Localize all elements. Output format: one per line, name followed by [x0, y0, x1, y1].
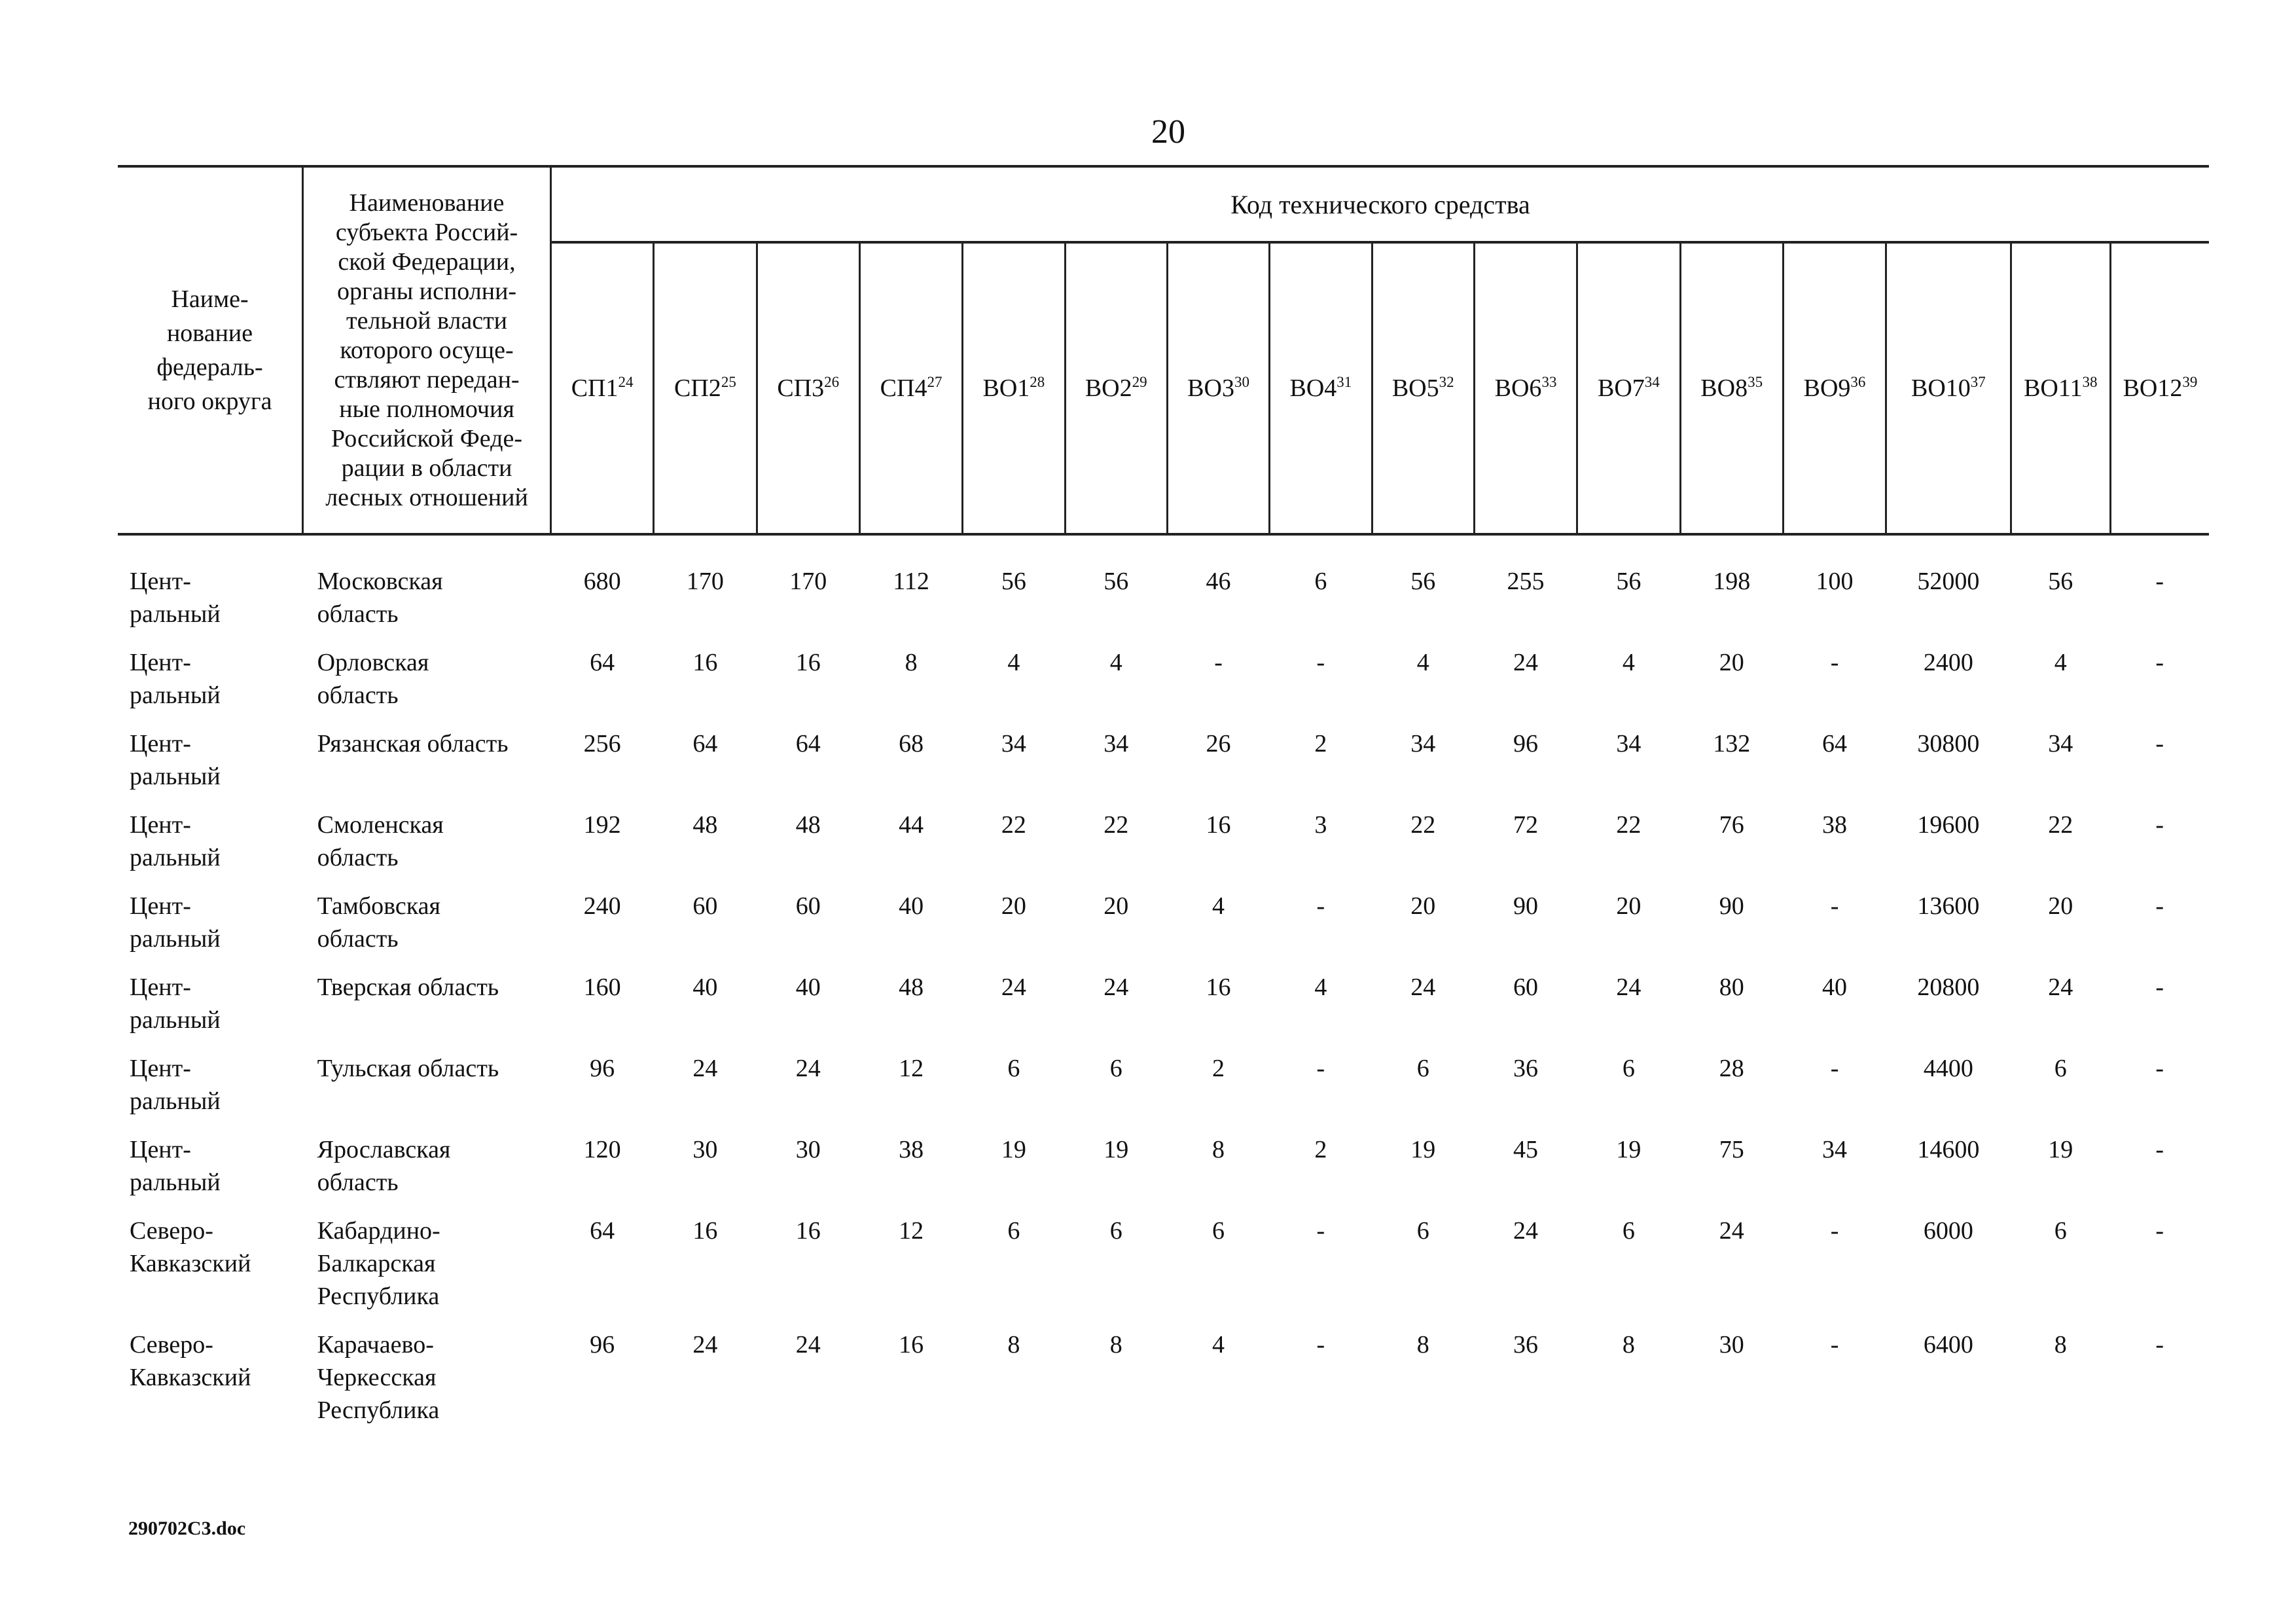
value-cell: 14600 [1917, 1136, 1980, 1163]
value-cell: - [1316, 1217, 1325, 1245]
district-cell: Северо- Кавказский [130, 1217, 251, 1277]
value-cell: 26 [1206, 730, 1231, 757]
value-cell: 20800 [1917, 974, 1980, 1001]
value-cell: 6 [1314, 568, 1327, 595]
value-cell: 30 [1719, 1331, 1744, 1359]
code-header-во2 [1065, 242, 1167, 534]
value-cell: 90 [1719, 892, 1744, 920]
code-footnote: 28 [1030, 374, 1045, 390]
code-label: ВО3 [1187, 374, 1234, 402]
value-cell: 48 [899, 974, 924, 1001]
value-cell: 16 [1206, 974, 1231, 1001]
value-cell: 40 [899, 892, 924, 920]
value-cell: 48 [795, 811, 821, 839]
code-label: СП4 [880, 374, 927, 402]
value-cell: 24 [1103, 974, 1129, 1001]
value-cell: 56 [2048, 568, 2073, 595]
value-cell: 48 [692, 811, 718, 839]
value-cell: 8 [1109, 1331, 1122, 1359]
value-cell: 34 [1410, 730, 1436, 757]
value-cell: 40 [692, 974, 718, 1001]
subject-cell: Тульская область [317, 1055, 499, 1082]
district-cell: Цент- ральный [130, 811, 221, 871]
code-footnote: 37 [1970, 374, 1986, 390]
code-header-во9 [1783, 242, 1886, 534]
code-header-сп4 [859, 242, 962, 534]
value-cell: 12 [899, 1217, 924, 1245]
district-column-header: Наиме- нование федераль- ного округа [118, 166, 303, 534]
code-header-во10 [1886, 242, 2011, 534]
value-cell: 68 [899, 730, 924, 757]
value-cell: 6 [1007, 1217, 1020, 1245]
value-cell: 60 [1513, 974, 1539, 1001]
subject-cell: Ярославская область [317, 1136, 451, 1196]
value-cell: 24 [1719, 1217, 1744, 1245]
value-cell: 64 [795, 730, 821, 757]
table-row [118, 808, 2209, 889]
value-cell: - [2155, 974, 2164, 1001]
value-cell: 198 [1713, 568, 1751, 595]
value-cell: 8 [1622, 1331, 1635, 1359]
value-cell: 170 [789, 568, 827, 595]
value-cell: 680 [583, 568, 621, 595]
value-cell: - [1830, 1331, 1839, 1359]
code-footnote: 38 [2082, 374, 2098, 390]
subject-cell: Карачаево- Черкесская Республика [317, 1331, 440, 1424]
code-footnote: 29 [1132, 374, 1147, 390]
value-cell: 4 [1314, 974, 1327, 1001]
document-filename: 290702С3.doc [128, 1518, 246, 1539]
value-cell: 30 [795, 1136, 821, 1163]
value-cell: 6 [1622, 1055, 1635, 1082]
value-cell: 72 [1513, 811, 1539, 839]
table-body [118, 534, 2209, 1442]
code-footnote: 24 [618, 374, 634, 390]
value-cell: 6 [1007, 1055, 1020, 1082]
code-label: ВО8 [1700, 374, 1748, 402]
value-cell: 40 [795, 974, 821, 1001]
value-cell: 24 [795, 1055, 821, 1082]
subject-cell: Смоленская область [317, 811, 444, 871]
value-cell: 52000 [1917, 568, 1980, 595]
value-cell: - [1316, 1055, 1325, 1082]
value-cell: 64 [1822, 730, 1848, 757]
value-cell: 3 [1314, 811, 1327, 839]
subject-cell: Рязанская область [317, 730, 509, 757]
table-row [118, 970, 2209, 1051]
value-cell: 4 [1109, 649, 1122, 676]
value-cell: 19600 [1917, 811, 1980, 839]
value-cell: - [2155, 1055, 2164, 1082]
value-cell: 19 [1103, 1136, 1129, 1163]
value-cell: 4 [1416, 649, 1429, 676]
value-cell: 34 [1103, 730, 1129, 757]
code-footnote: 36 [1850, 374, 1866, 390]
district-cell: Цент- ральный [130, 1055, 221, 1115]
code-label: ВО12 [2123, 374, 2183, 402]
value-cell: 2 [1314, 1136, 1327, 1163]
value-cell: - [2155, 1217, 2164, 1245]
value-cell: 22 [2048, 811, 2073, 839]
value-cell: 6 [1109, 1217, 1122, 1245]
value-cell: - [2155, 1136, 2164, 1163]
value-cell: 24 [1616, 974, 1641, 1001]
value-cell: 255 [1507, 568, 1545, 595]
code-group-header: Код технического средства [550, 166, 2209, 242]
value-cell: 12 [899, 1055, 924, 1082]
code-label: ВО5 [1391, 374, 1439, 402]
value-cell: 20 [1616, 892, 1641, 920]
value-cell: 4 [1622, 649, 1635, 676]
value-cell: 6000 [1923, 1217, 1973, 1245]
value-cell: 16 [1206, 811, 1231, 839]
table-header [118, 166, 2209, 534]
table-row [118, 1051, 2209, 1133]
value-cell: 34 [1616, 730, 1641, 757]
value-cell: - [1830, 649, 1839, 676]
value-cell: 38 [1822, 811, 1848, 839]
value-cell: 19 [1001, 1136, 1026, 1163]
subject-cell: Московская область [317, 568, 443, 628]
value-cell: 56 [1616, 568, 1641, 595]
value-cell: 20 [1001, 892, 1026, 920]
value-cell: 13600 [1917, 892, 1980, 920]
value-cell: 22 [1616, 811, 1641, 839]
value-cell: 4400 [1923, 1055, 1973, 1082]
page-number: 20 [1151, 113, 1185, 151]
value-cell: 100 [1816, 568, 1854, 595]
value-cell: 24 [2048, 974, 2073, 1001]
code-label: ВО10 [1910, 374, 1971, 402]
value-cell: - [1316, 649, 1325, 676]
value-cell: 8 [905, 649, 918, 676]
value-cell: 30 [692, 1136, 718, 1163]
district-cell: Цент- ральный [130, 974, 221, 1034]
subject-cell: Орловская область [317, 649, 429, 709]
district-cell: Северо- Кавказский [130, 1331, 251, 1391]
table-row [118, 1133, 2209, 1214]
code-header-во12 [2110, 242, 2209, 534]
code-footnote: 32 [1439, 374, 1454, 390]
table-row [118, 1214, 2209, 1328]
code-header-во7 [1577, 242, 1680, 534]
value-cell: 24 [1513, 1217, 1539, 1245]
value-cell: 6 [1622, 1217, 1635, 1245]
value-cell: - [1830, 1055, 1839, 1082]
district-cell: Цент- ральный [130, 649, 221, 709]
code-label: СП2 [674, 374, 721, 402]
value-cell: 45 [1513, 1136, 1539, 1163]
value-cell: - [2155, 811, 2164, 839]
value-cell: 56 [1103, 568, 1129, 595]
value-cell: 6 [1416, 1055, 1429, 1082]
value-cell: 20 [1103, 892, 1129, 920]
value-cell: 6 [1109, 1055, 1122, 1082]
value-cell: 90 [1513, 892, 1539, 920]
value-cell: 80 [1719, 974, 1744, 1001]
code-label: ВО11 [2024, 374, 2083, 402]
value-cell: 64 [590, 1217, 615, 1245]
value-cell: 20 [1410, 892, 1436, 920]
value-cell: 34 [1001, 730, 1026, 757]
district-cell: Цент- ральный [130, 892, 221, 953]
code-header-сп1 [550, 242, 653, 534]
value-cell: - [2155, 1331, 2164, 1359]
table-row [118, 727, 2209, 808]
value-cell: 4 [2054, 649, 2067, 676]
value-cell: 75 [1719, 1136, 1744, 1163]
value-cell: 22 [1410, 811, 1436, 839]
value-cell: 6 [2054, 1055, 2067, 1082]
value-cell: 24 [795, 1331, 821, 1359]
value-cell: 8 [1007, 1331, 1020, 1359]
value-cell: 160 [583, 974, 621, 1001]
value-cell: 132 [1713, 730, 1751, 757]
subject-column-header: Наименование субъекта Россий- ской Федерации, органы исполни- тельной власти которого осуще- ствляют передан- ные полномочия Российской Феде- рации в области лесных отношений [303, 166, 551, 534]
code-label: СП3 [777, 374, 825, 402]
code-label: СП1 [571, 374, 619, 402]
code-header-во4 [1270, 242, 1372, 534]
value-cell: 4 [1212, 892, 1225, 920]
district-cell: Цент- ральный [130, 730, 221, 790]
district-cell: Цент- ральный [130, 1136, 221, 1196]
district-cell: Цент- ральный [130, 568, 221, 628]
code-label: ВО2 [1085, 374, 1132, 402]
value-cell: 64 [590, 649, 615, 676]
value-cell: 30800 [1917, 730, 1980, 757]
code-footnote: 25 [721, 374, 736, 390]
subject-cell: Тверская область [317, 974, 499, 1001]
value-cell: 24 [692, 1331, 718, 1359]
code-header-во5 [1372, 242, 1474, 534]
value-cell: 60 [692, 892, 718, 920]
code-footnote: 30 [1234, 374, 1249, 390]
table-row [118, 646, 2209, 727]
value-cell: 16 [899, 1331, 924, 1359]
value-cell: 44 [899, 811, 924, 839]
value-cell: 22 [1001, 811, 1026, 839]
value-cell: 256 [583, 730, 621, 757]
table-row [118, 889, 2209, 970]
value-cell: 34 [2048, 730, 2073, 757]
value-cell: - [1316, 1331, 1325, 1359]
code-header-во6 [1474, 242, 1577, 534]
value-cell: 2 [1314, 730, 1327, 757]
value-cell: 19 [2048, 1136, 2073, 1163]
value-cell: 96 [590, 1331, 615, 1359]
code-footnote: 33 [1541, 374, 1557, 390]
code-header-во8 [1680, 242, 1783, 534]
value-cell: 2 [1212, 1055, 1225, 1082]
value-cell: 4 [1212, 1331, 1225, 1359]
table-row [118, 1328, 2209, 1442]
value-cell: 19 [1616, 1136, 1641, 1163]
value-cell: 240 [583, 892, 621, 920]
subject-cell: Тамбовская область [317, 892, 440, 953]
value-cell: 56 [1410, 568, 1436, 595]
code-header-во1 [963, 242, 1065, 534]
value-cell: 60 [795, 892, 821, 920]
value-cell: - [2155, 568, 2164, 595]
value-cell: 16 [795, 1217, 821, 1245]
value-cell: 38 [899, 1136, 924, 1163]
value-cell: 20 [2048, 892, 2073, 920]
code-label: ВО1 [982, 374, 1030, 402]
value-cell: 6 [2054, 1217, 2067, 1245]
value-cell: 8 [1212, 1136, 1225, 1163]
value-cell: 8 [1416, 1331, 1429, 1359]
header-spacer [118, 534, 2209, 564]
value-cell: 24 [692, 1055, 718, 1082]
value-cell: 4 [1007, 649, 1020, 676]
value-cell: 6 [1416, 1217, 1429, 1245]
value-cell: 192 [583, 811, 621, 839]
code-footnote: 26 [824, 374, 840, 390]
value-cell: 20 [1719, 649, 1744, 676]
code-label: ВО6 [1494, 374, 1542, 402]
value-cell: 24 [1513, 649, 1539, 676]
code-label: ВО4 [1289, 374, 1337, 402]
value-cell: 96 [1513, 730, 1539, 757]
code-footnote: 35 [1748, 374, 1763, 390]
value-cell: 46 [1206, 568, 1231, 595]
value-cell: 24 [1410, 974, 1436, 1001]
value-cell: 22 [1103, 811, 1129, 839]
value-cell: 8 [2054, 1331, 2067, 1359]
value-cell: 56 [1001, 568, 1026, 595]
value-cell: 2400 [1923, 649, 1973, 676]
value-cell: - [2155, 649, 2164, 676]
code-label: ВО7 [1597, 374, 1645, 402]
code-header-во3 [1167, 242, 1269, 534]
value-cell: - [1316, 892, 1325, 920]
value-cell: - [1830, 1217, 1839, 1245]
value-cell: 36 [1513, 1331, 1539, 1359]
value-cell: 16 [795, 649, 821, 676]
code-footnote: 27 [927, 374, 942, 390]
code-header-сп3 [757, 242, 859, 534]
value-cell: 24 [1001, 974, 1026, 1001]
code-header-во11 [2011, 242, 2110, 534]
value-cell: 34 [1822, 1136, 1848, 1163]
code-header-сп2 [654, 242, 757, 534]
value-cell: 120 [583, 1136, 621, 1163]
value-cell: 76 [1719, 811, 1744, 839]
subject-cell: Кабардино- Балкарская Республика [317, 1217, 440, 1310]
value-cell: - [1830, 892, 1839, 920]
value-cell: 6 [1212, 1217, 1225, 1245]
value-cell: 28 [1719, 1055, 1744, 1082]
value-cell: 170 [686, 568, 724, 595]
value-cell: 112 [893, 568, 929, 595]
code-footnote: 31 [1336, 374, 1352, 390]
value-cell: - [2155, 730, 2164, 757]
value-cell: 96 [590, 1055, 615, 1082]
value-cell: 6400 [1923, 1331, 1973, 1359]
technical-means-table [118, 165, 2209, 1442]
value-cell: 19 [1410, 1136, 1436, 1163]
code-label: ВО9 [1803, 374, 1851, 402]
value-cell: - [2155, 892, 2164, 920]
code-footnote: 39 [2182, 374, 2198, 390]
value-cell: 16 [692, 649, 718, 676]
value-cell: 16 [692, 1217, 718, 1245]
value-cell: - [1214, 649, 1223, 676]
code-footnote: 34 [1644, 374, 1660, 390]
table-row [118, 564, 2209, 646]
value-cell: 40 [1822, 974, 1848, 1001]
value-cell: 64 [692, 730, 718, 757]
value-cell: 36 [1513, 1055, 1539, 1082]
